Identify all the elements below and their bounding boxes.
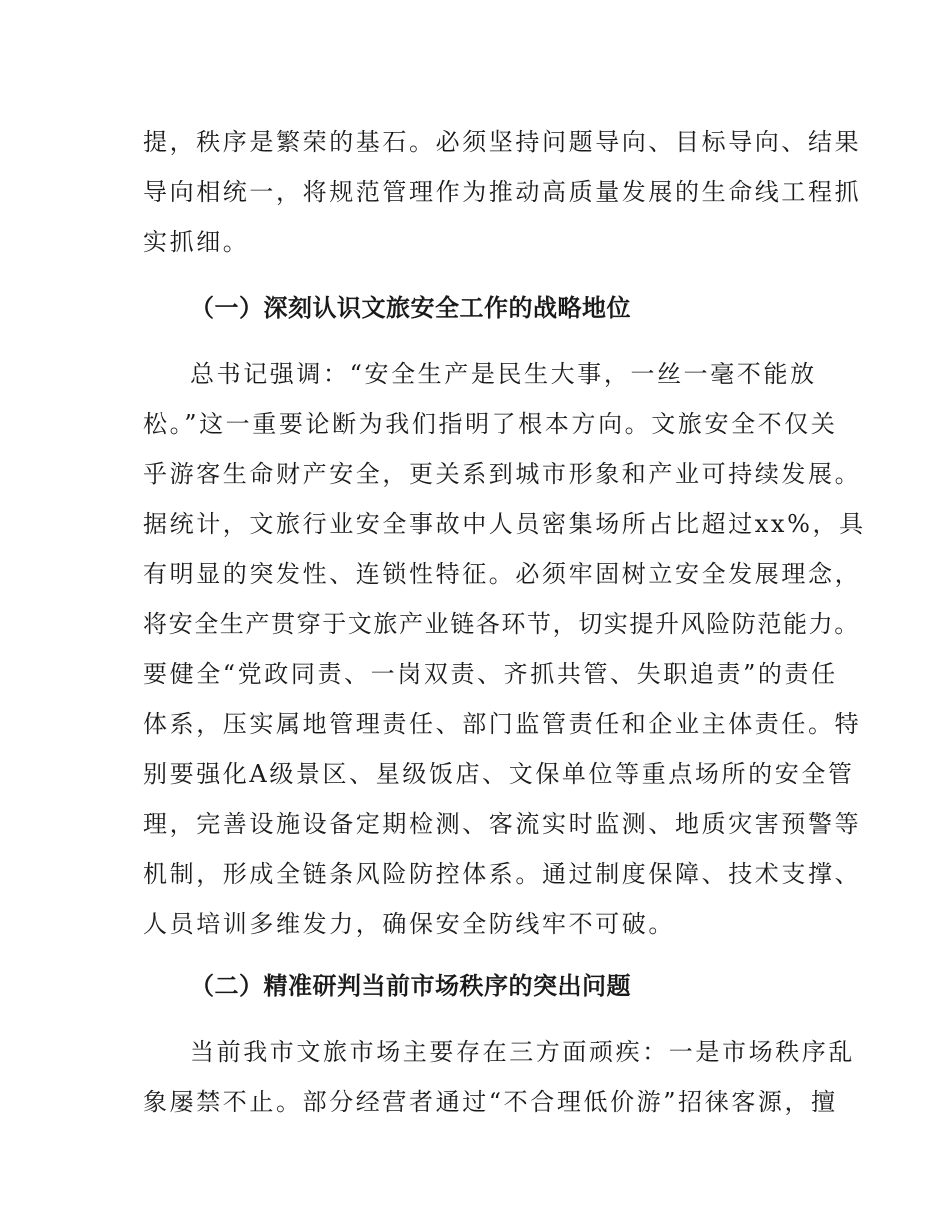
document-page: 提，秩序是繁荣的基石。必须坚持问题导向、目标导向、结果 导向相统一，将规范管理作为推动高质量发展的生命线工程抓 实抓细。 （一）深刻认识文旅安全工作的战略地位 总书记强调：“安全生产是民生大事，一丝一毫不能放 松。”这一重要论断为我们指明了根本方向。文旅安全不仅关 乎游客生命财产安全，更关系到城市形象和产业可持续发展。 据统计，文旅行业安全事故中人员密集场所占比超过xx%，具 有明显的突发性、连锁性特征。必须牢固树立安全发展理念， 将安全生产贯穿于文旅产业链各环节，切实提升风险防范能力。 要健全“党政同责、一岗双责、齐抓共管、失职追责”的责任 体系，压实属地管理责任、部门监管责任和企业主体责任。特 别要强化A级景区、星级饭店、文保单位等重点场所的安全管 理，完善设施设备定期检测、客流实时监测、地质灾害预警等 机制，形成全链条风险防控体系。通过制度保障、技术支撑、 人员培训多维发力，确保安全防线牢不可破。 （二）精准研判当前市场秩序的突出问题 当前我市文旅市场主要存在三方面顽疾：一是市场秩序乱 象屡禁不止。部分经营者通过“不合理低价游”招徕客源，擅 [143, 128, 866, 1116]
